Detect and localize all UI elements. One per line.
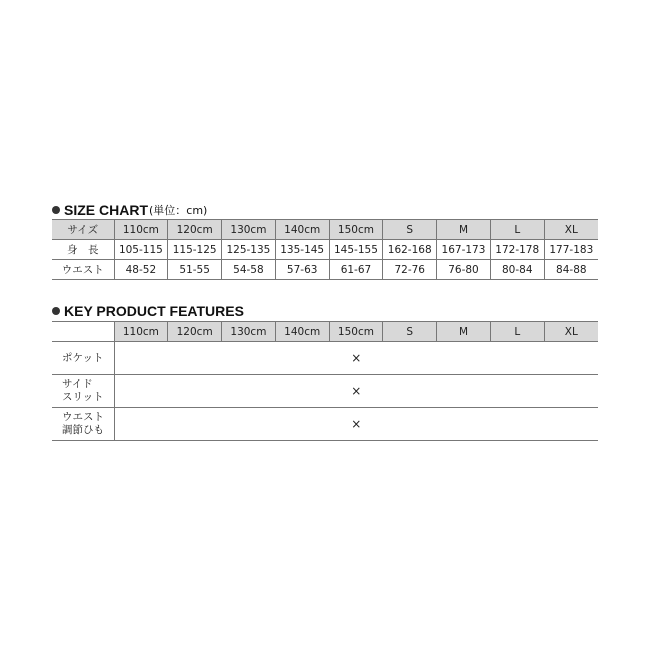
size-chart-heading [52,202,207,218]
features-title: KEY PRODUCT FEATURES [64,303,244,319]
header-cell: L [490,220,544,240]
header-cell: 110cm [114,220,168,240]
header-cell: S [383,220,437,240]
table-cell: 57-63 [275,260,329,280]
bullet-icon [52,307,60,315]
row-label-line: サイド [62,378,93,390]
header-cell: サイズ [52,220,114,240]
header-cell: 120cm [168,220,222,240]
header-cell: M [437,220,491,240]
row-label-waist: ウエスト [52,260,114,280]
row-label-side-slit [52,375,114,408]
table-cell: 61-67 [329,260,383,280]
table-cell: 84-88 [544,260,598,280]
row-label-line: ポケット [62,351,104,364]
features-heading [52,303,244,319]
table-cell: 80-84 [490,260,544,280]
table-row [52,408,598,441]
header-cell-empty [52,322,114,342]
feature-mark: × [114,408,598,441]
header-cell: XL [544,322,598,342]
row-label-line: ウエスト [62,411,104,423]
header-cell: 110cm [114,322,168,342]
table-cell: 125-135 [222,240,276,260]
table-cell: 48-52 [114,260,168,280]
features-header-row [52,322,598,342]
table-cell: 105-115 [114,240,168,260]
size-chart-title: SIZE CHART [64,202,148,218]
bullet-icon [52,206,60,214]
table-row [52,260,598,280]
table-cell: 54-58 [222,260,276,280]
feature-mark: × [114,375,598,408]
table-cell: 167-173 [437,240,491,260]
header-cell: 140cm [275,220,329,240]
table-cell: 145-155 [329,240,383,260]
table-cell: 162-168 [383,240,437,260]
table-row [52,240,598,260]
row-label-line: 調節ひも [62,424,104,436]
feature-mark: × [114,342,598,375]
row-label-height: 身 長 [52,240,114,260]
header-cell: XL [544,220,598,240]
table-row [52,375,598,408]
header-cell: M [437,322,491,342]
header-cell: 150cm [329,322,383,342]
table-cell: 172-178 [490,240,544,260]
table-cell: 135-145 [275,240,329,260]
row-label-pocket [52,342,114,375]
size-chart-table [52,219,598,280]
table-cell: 76-80 [437,260,491,280]
header-cell: L [490,322,544,342]
size-chart-unit: (単位：cm) [149,204,208,217]
header-cell: 130cm [222,322,276,342]
size-chart-header-row [52,220,598,240]
header-cell: 150cm [329,220,383,240]
table-cell: 51-55 [168,260,222,280]
header-cell: 140cm [275,322,329,342]
row-label-line: スリット [62,391,104,403]
header-cell: 130cm [222,220,276,240]
table-cell: 115-125 [168,240,222,260]
header-cell: 120cm [168,322,222,342]
table-cell: 72-76 [383,260,437,280]
table-row [52,342,598,375]
features-table [52,321,598,441]
row-label-waist-cord [52,408,114,441]
table-cell: 177-183 [544,240,598,260]
header-cell: S [383,322,437,342]
